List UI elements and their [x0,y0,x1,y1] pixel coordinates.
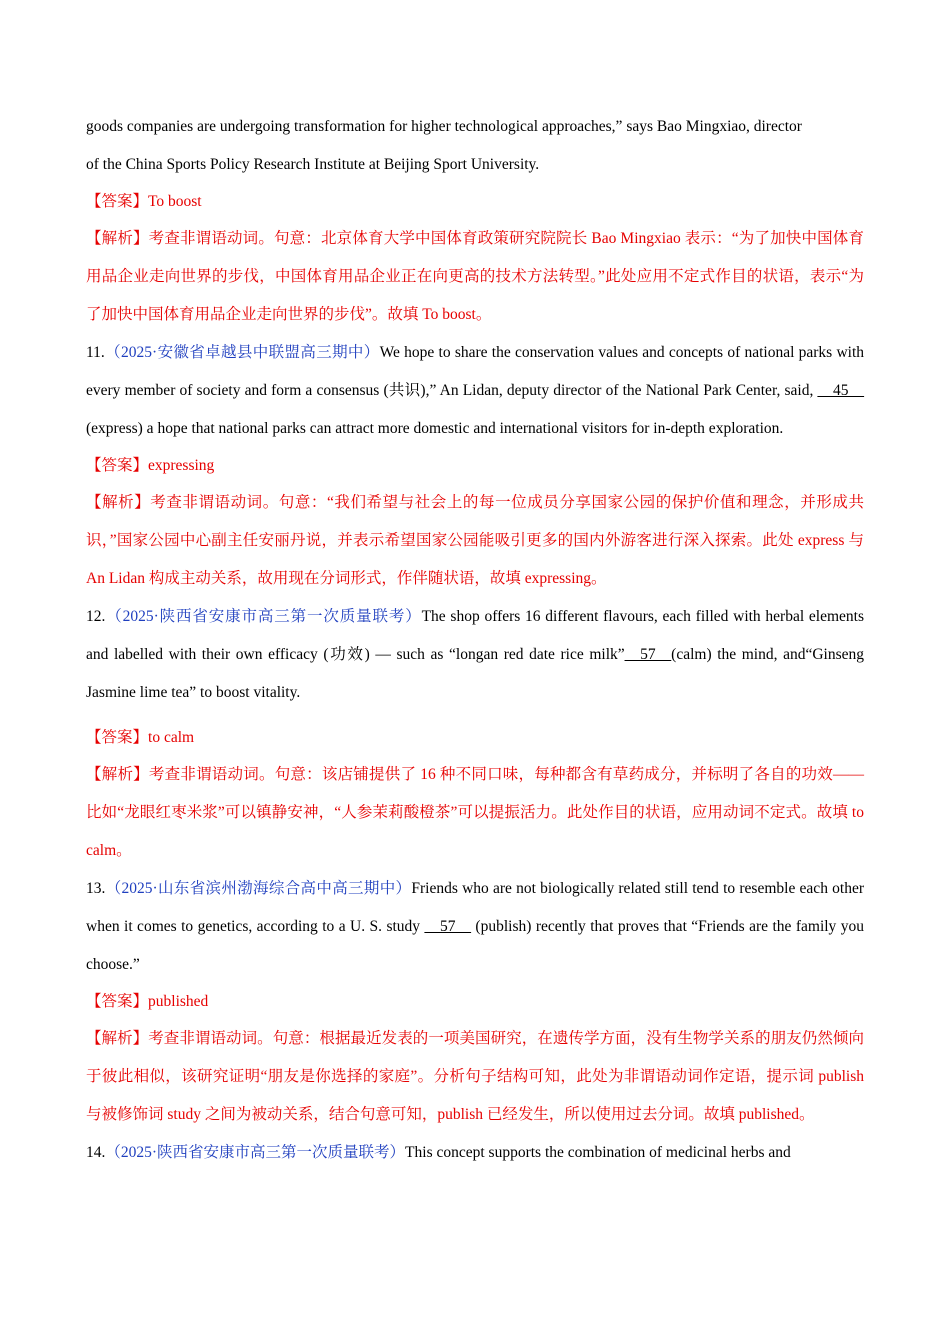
question-source: （2025·陕西省安康市高三第一次质量联考） [105,1144,406,1161]
q13-answer [86,984,864,1020]
analysis-text: 考查非谓语动词。句意：该店铺提供了 16 种不同口味，每种都含有草药成分，并标明了各自的功效——比如“龙眼红枣米浆”可以镇静安神，“人参茉莉酸橙茶”可以提振活力。此处作目的状语，应用动词不定式。故填 to calm。 [86,766,864,859]
question-12 [86,598,864,712]
intro-paragraph [86,108,864,184]
question-text-after: (express) a hope that national parks can attract more domestic and international visitors for in-depth exploration. [86,420,784,437]
q11-analysis [86,484,864,598]
answer-text: expressing [148,457,215,474]
analysis-text: 考查非谓语动词。句意：北京体育大学中国体育政策研究院院长 Bao Mingxiao 表示：“为了加快中国体育用品企业走向世界的步伐，中国体育用品企业正在向更高的技术方法转型。”此处应用不定式作目的状语，表示“为了加快中国体育用品企业走向世界的步伐”。故填 To boost。 [86,230,864,323]
question-text-after: (calm) the mind, and“Ginseng Jasmine lime tea” to boost vitality. [86,646,864,701]
question-number: 12. [86,608,106,625]
q13-analysis [86,1020,864,1134]
answer-text: published [148,993,209,1010]
question-text-before: Friends who are not biologically related still tend to resemble each other when it comes to genetics, according to a U. S. study [86,880,864,935]
question-source: （2025·山东省滨州渤海综合高中高三期中） [105,880,412,897]
spacer [86,712,864,720]
question-source: （2025·安徽省卓越县中联盟高三期中） [104,344,380,361]
answer-blank: __57__ [624,646,672,663]
question-number: 14. [86,1144,106,1161]
analysis-label: 【解析】 [86,230,149,247]
answer-text: to calm [148,729,195,746]
answer-blank: __57__ [424,918,471,935]
answer-label: 【答案】 [86,457,149,474]
question-number: 11. [86,344,105,361]
question-number: 13. [86,880,106,897]
question-13 [86,870,864,984]
answer-label: 【答案】 [86,729,149,746]
question-text: This concept supports the combination of medicinal herbs and [405,1144,791,1161]
question-14 [86,1134,864,1172]
analysis-label: 【解析】 [86,1030,149,1047]
q10-answer [86,184,864,220]
question-text-before: We hope to share the conservation values and concepts of national parks with every member of society and form a consensus (共识),” An Lidan, deputy director of the National Park Center, said, [86,344,864,399]
answer-label: 【答案】 [86,993,149,1010]
document-page [86,108,864,1172]
question-text-before: The shop offers 16 different flavours, each filled with herbal elements and labelled with their own efficacy (功效) — such as “longan red date rice milk” [86,608,864,663]
intro-line-1: goods companies are undergoing transformation for higher technological approaches,” says Bao Mingxiao, director [86,118,802,135]
q10-analysis [86,220,864,334]
question-source: （2025·陕西省安康市高三第一次质量联考） [105,608,422,625]
analysis-label: 【解析】 [86,494,151,511]
answer-blank: __45__ [817,382,864,399]
question-text-after: (publish) recently that proves that “Friends are the family you choose.” [86,918,864,973]
answer-text: To boost [148,193,202,210]
q12-analysis [86,756,864,870]
q11-answer [86,448,864,484]
answer-label: 【答案】 [86,193,149,210]
analysis-label: 【解析】 [86,766,149,783]
q12-answer [86,720,864,756]
intro-line-2: of the China Sports Policy Research Institute at Beijing Sport University. [86,156,540,173]
analysis-text: 考查非谓语动词。句意：“我们希望与社会上的每一位成员分享国家公园的保护价值和理念，并形成共识，”国家公园中心副主任安丽丹说，并表示希望国家公园能吸引更多的国内外游客进行深入探索。此处 express 与 An Lidan 构成主动关系，故用现在分词形式，作伴随状语，故填 expressing。 [86,494,864,587]
question-11 [86,334,864,448]
analysis-text: 考查非谓语动词。句意：根据最近发表的一项美国研究，在遗传学方面，没有生物学关系的朋友仍然倾向于彼此相似，该研究证明“朋友是你选择的家庭”。分析句子结构可知，此处为非谓语动词作定语，提示词 publish 与被修饰词 study 之间为被动关系，结合句意可知，publish 已经发生，所以使用过去分词。故填 published。 [86,1030,864,1123]
